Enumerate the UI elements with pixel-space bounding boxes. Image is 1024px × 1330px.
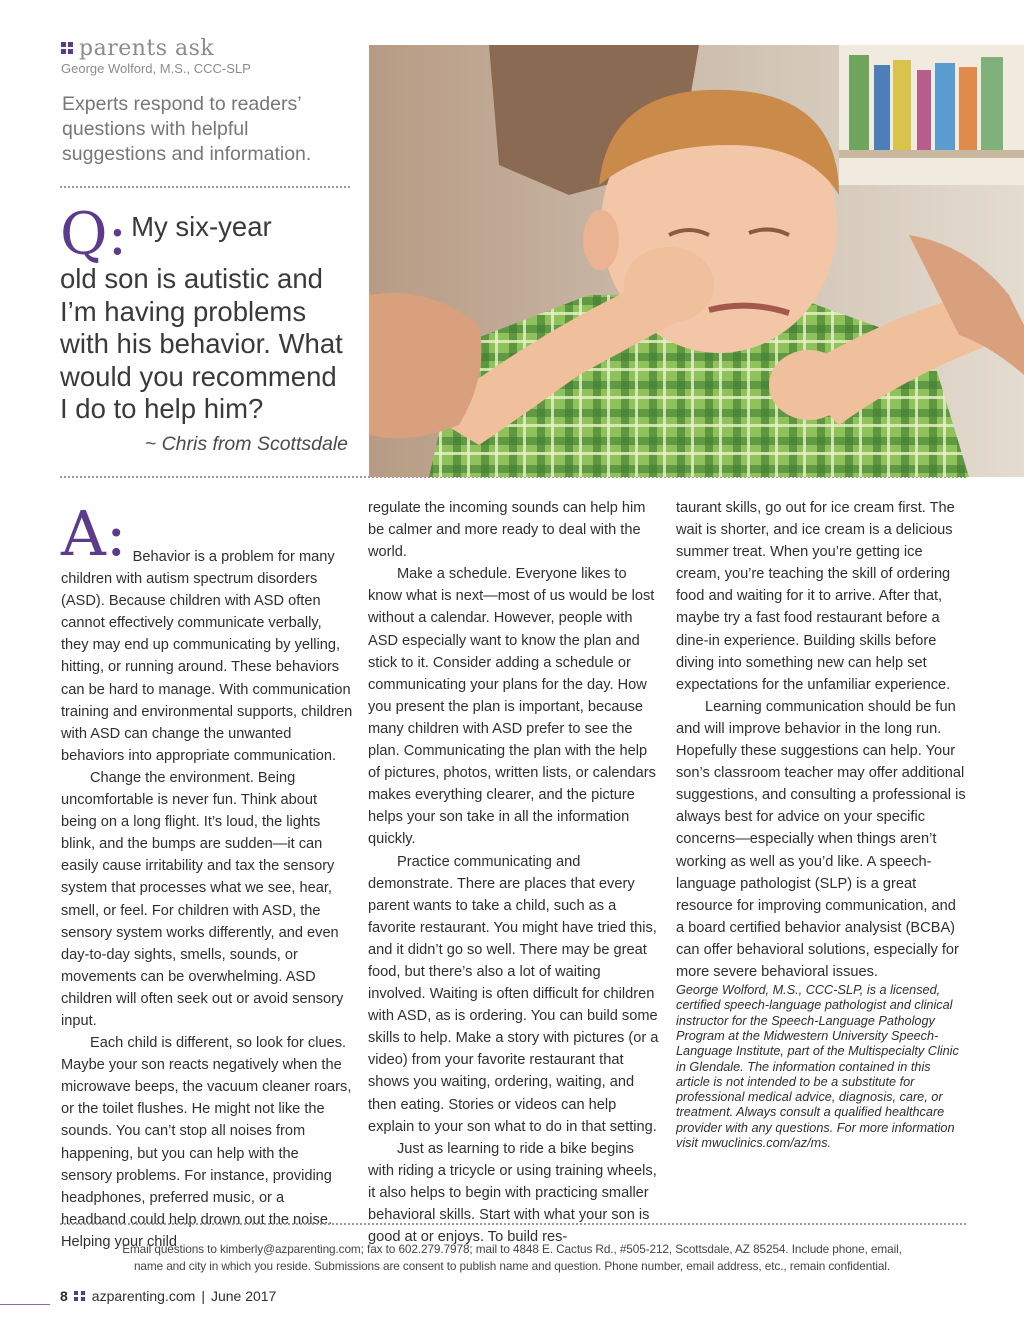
answer-letter [61,497,127,570]
four-dots-icon [61,42,73,54]
paragraph: Learning communication should be fun and will improve behavior in the long run. Hopefully these suggestions can help. Your son’s classroom teacher may offer additional suggestions, and consulting a professional is always best for advice on your specific concerns—especially when things aren’t working as well as you’d like. A speech-language pathologist (SLP) is a great resource for improving communication, and a board certified behavior analysist (BCBA) can offer behavioral solutions, especially for more severe behavioral issues. [676,698,966,980]
section-author: George Wolford, M.S., CCC-SLP [61,61,251,76]
section-header [61,36,361,76]
submission-note [100,1241,924,1275]
answer-column-1 [61,497,353,1253]
submission-note-line-1: Email questions to kimberly@azparenting.com; fax to 602.279.7978; mail to 4848 E. Cactus Rd., #505-212, Scottsdale, AZ 85254. Include phone, email, [122,1242,902,1256]
section-name: parents ask [79,35,215,61]
paragraph: Each child is different, so look for clues. Maybe your son reacts negatively when the microwave beeps, the vacuum cleaner roars, or the toilet flushes. He might not like the sounds. You can’t stop all noises from happening, but you can help with the sensory problems. For instance, providing headphones, preferred music, or a headband could help drown out the noise. Helping your child [61,1035,352,1250]
answer-column-3 [676,497,966,1151]
dotted-divider [60,186,350,188]
question-signature: ~ Chris from Scottsdale [144,433,348,455]
section-intro: Experts respond to readers’ questions with helpful suggestions and information. [62,93,312,165]
site-link[interactable]: azparenting.com [91,1288,196,1304]
footer-separator: | [201,1288,205,1304]
paragraph: Behavior is a problem for many children with autism spectrum disorders (ASD). Because children with ASD often cannot effectively communicate verbally, they may end up communicating by yelling, hitting, or running around. These behaviors can be hard to manage. With communication training and environmental supports, children with ASD can change the unwanted behaviors into appropriate communication. [61,549,353,764]
paragraph: taurant skills, go out for ice cream first. The wait is shorter, and ice cream is a delicious summer treat. When you’re getting ice cream, you’re teaching the skill of ordering food and waiting for it to arrive. After that, maybe try a fast food restaurant before a dine-in experience. Building skills before diving into something new can help set expectations for the unfamiliar experience. [676,500,955,693]
answer-letter-a: A [61,497,106,570]
question-rest: old son is autistic and I’m having problems with his behavior. What would you recommend I do to help him? [60,263,343,425]
paragraph: Practice communicating and demonstrate. There are places that every parent wants to take a child, such as a favorite restaurant. You might have tried this, and it didn’t go so well. There may be great food, but there’s also a lot of waiting involved. Waiting is often difficult for children with ASD, as is ordering. You can build some skills to help. Make a story with pictures (or a video) from your favorite restaurant that shows you waiting, ordering, waiting, and then eating. Stories or videos can help explain to your son what to do in that setting. [368,853,659,1135]
page-footer [60,1288,276,1304]
question-block [60,200,360,426]
photo-illustration [369,45,1024,477]
submission-note-line-2: name and city in which you reside. Submissions are consent to publish name and question. Phone number, email address, etc., remain confidential. [133,1259,891,1273]
answer-colon: : [105,497,127,570]
paragraph: regulate the incoming sounds can help him be calmer and more ready to deal with the world. [368,500,646,561]
author-bio: George Wolford, M.S., CCC-SLP, is a licensed, certified speech-language pathologist and clinical instructor for the Speech-Language Pathology Program at the Midwestern University Speech-Language Institute, part of the Multispecialty Clinic in Glendale. The information contained in this article is not intended to be a substitute for professional medical advice, diagnosis, care, or treatment. Always consult a qualified healthcare provider with any questions. For more information visit mwuclinics.com/az/ms. [676,983,959,1151]
footer-rule [0,1304,50,1305]
question-letter-q: Q [60,200,108,268]
answer-column-2 [368,497,660,1248]
question-line-1: My six-year [131,211,272,242]
photo-child-upset [369,45,1024,477]
dotted-divider-footer [60,1223,966,1225]
page-number: 8 [60,1288,68,1304]
question-letter [60,200,128,268]
question-colon: : [107,200,128,268]
paragraph: Change the environment. Being uncomfortable is never fun. Think about being on a long flight. It’s loud, the lights blink, and the bumps are sudden—it can easily cause irritability and tax the sensory system that processes what we see, hear, smell, or feel. For children with ASD, the sensory system works differently, and even day-to-day sights, smells, sounds, or movements can be overwhelming. ASD children will often seek out or avoid sensory input. [61,769,344,1029]
paragraph: Make a schedule. Everyone likes to know what is next—most of us would be lost without a calendar. However, people with ASD especially want to know the plan and stick to it. Consider adding a schedule or communicating your plans for the day. How you present the plan is important, because many children with ASD prefer to see the plan. Communicating the plan with the help of pictures, photos, written lists, or calendars makes everything clearer, and the picture helps your son take in all the information quickly. [368,566,656,848]
four-dots-icon [74,1291,86,1301]
section-title [61,36,361,60]
paragraph: Just as learning to ride a bike begins with riding a tricycle or using training wheels, it also helps to begin with practicing smaller behavioral skills. Start with what your son is good at or enjoys. To build res- [368,1140,657,1246]
issue-date: June 2017 [210,1288,277,1304]
